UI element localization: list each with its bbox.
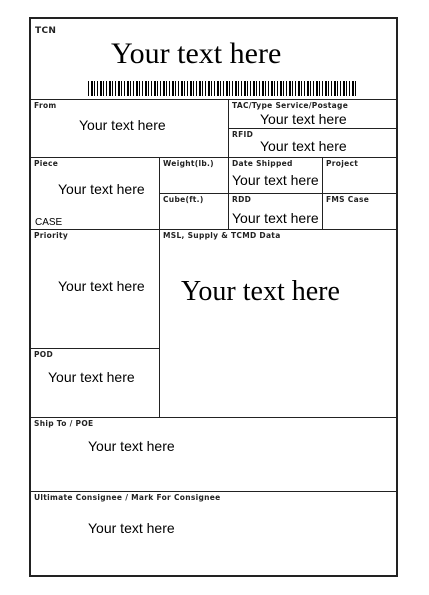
- tcn-label: TCN: [35, 26, 57, 36]
- from-value[interactable]: Your text here: [79, 117, 166, 133]
- consignee-value[interactable]: Your text here: [88, 520, 175, 536]
- label-form: [29, 17, 398, 577]
- consignee-cell: [31, 491, 396, 575]
- rfid-label: RFID: [232, 130, 254, 139]
- msl-cell: [160, 229, 396, 417]
- msl-label: MSL, Supply & TCMD Data: [163, 231, 281, 240]
- date-shipped-label: Date Shipped: [232, 159, 293, 168]
- msl-value[interactable]: Your text here: [181, 276, 340, 307]
- tac-label: TAC/Type Service/Postage: [232, 101, 349, 110]
- cube-label: Cube(ft.): [163, 195, 204, 204]
- pod-cell: [31, 348, 160, 417]
- project-label: Project: [326, 159, 359, 168]
- from-label: From: [34, 101, 57, 110]
- ship-to-label: Ship To / POE: [34, 419, 94, 428]
- piece-cell: [31, 157, 160, 229]
- from-cell: [31, 99, 229, 157]
- piece-value[interactable]: Your text here: [58, 181, 145, 197]
- weight-label: Weight(lb.): [163, 159, 214, 168]
- priority-cell: [31, 229, 160, 348]
- tcn-title[interactable]: Your text here: [111, 37, 282, 70]
- fms-case-label: FMS Case: [326, 195, 370, 204]
- pod-label: POD: [34, 350, 53, 359]
- piece-label: Piece: [34, 159, 59, 168]
- ship-to-cell: [31, 417, 396, 491]
- cube-cell: [160, 193, 229, 229]
- barcode-image: [88, 81, 356, 96]
- priority-label: Priority: [34, 231, 69, 240]
- case-label: CASE: [35, 217, 63, 228]
- project-cell: [323, 157, 396, 193]
- rfid-value[interactable]: Your text here: [260, 138, 347, 154]
- rfid-cell: [229, 128, 396, 157]
- priority-value[interactable]: Your text here: [58, 278, 145, 294]
- date-shipped-cell: [229, 157, 323, 193]
- fms-case-cell: [323, 193, 396, 229]
- rdd-label: RDD: [232, 195, 252, 204]
- date-shipped-value[interactable]: Your text here: [232, 172, 319, 188]
- tac-cell: [229, 99, 396, 128]
- rdd-value[interactable]: Your text here: [232, 210, 319, 226]
- pod-value[interactable]: Your text here: [48, 369, 135, 385]
- tac-value[interactable]: Your text here: [260, 111, 347, 127]
- tcn-section: [31, 19, 396, 99]
- ship-to-value[interactable]: Your text here: [88, 438, 175, 454]
- rdd-cell: [229, 193, 323, 229]
- consignee-label: Ultimate Consignee / Mark For Consignee: [34, 493, 221, 502]
- weight-cell: [160, 157, 229, 193]
